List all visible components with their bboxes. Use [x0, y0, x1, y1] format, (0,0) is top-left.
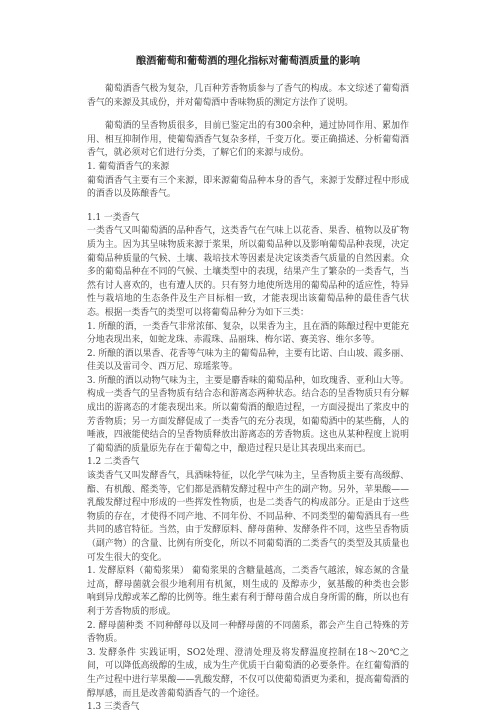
secondary-aroma-item-2: 2. 酵母菌种类 不同种酵母以及同一种酵母菌的不同菌系，都会产生自己特殊的芳香物质。: [87, 620, 409, 645]
primary-aroma-item-3: 3. 所酿的酒以动物气味为主，主要是麝香味的葡萄品种，如玫瑰香、亚利山大等。: [87, 375, 409, 386]
abstract-paragraph: 葡萄酒香气极为复杂，几百种芳香物质参与了香气的构成。本文综述了葡萄酒香气的来源及其成份，并对葡萄酒中香味物质的测定方法作了说明。: [87, 84, 409, 108]
primary-aroma-item-1: 1. 所酿的酒，一类香气非常浓郁、复杂，以果香为主，且在酒的陈酿过程中更能充分地表现出来，如蛇龙珠、赤霞珠、品丽珠、梅尔诺、赛美容、维尔多等。: [87, 321, 409, 346]
secondary-aroma-item-1: 1. 发酵原料（葡萄浆果） 葡萄浆果的含糖量越高，二类香气越浓，嫁态氮的含量过高，酵母菌就会很少地利用有机氮，则生成的 及醇赤少，氨基酸的种类也会影响到异戊醇或苯乙醇的比例等。维生素有利于酵母菌合成自身所需的酶，所以也有利于芳香物质的形成。: [87, 566, 409, 617]
primary-aroma-compounds-paragraph: 构成一类香气的呈香物质有结合态和游离态两种状态。结合态的呈香物质只有分解成出的游离态的才能表现出来。所以葡萄酒的酿造过程，一方面浸提出了浆皮中的芳香物质；另一方面发酵促成了一类香气的充分表现，如葡萄酒中的某些酶，人的唾液，四液能使结合的呈香物质释放出游离态的芳香物质。这也从某种程度上说明了葡萄酒的质量原先存在于葡萄之中，酿造过程只是让其表现出来而已。: [87, 389, 409, 454]
section-heading-1-2: 1.2 二类香气: [87, 457, 140, 468]
secondary-aroma-item-3: 3. 发酵条件 实践证明，SO2处理、澄清处理及将发酵温度控制在18～20℃之间，可以降低高级醇的生成，成为生产优质干白葡萄酒的必要条件。在红葡萄酒的生产过程中进行苹果酸——乳酸发酵，不仅可以使葡萄酒更为柔和，提高葡萄酒的醇厚感，而且是改善葡萄酒香气的一个途径。: [87, 647, 409, 699]
secondary-aroma-paragraph: 该类香气又叫发酵香气，具酒味特征，以化学气味为主，呈香物质主要有高级醇、酯、有机酸、醛类等，它们都是酒精发酵过程中产生的副产物。另外，苹果酸——乳酸发酵过程中形成的一些挥发性物质，也是二类香气的构成部分。正是由于这些物质的存在，才使得不同产地、不同年份、不同品种、不同类型的葡萄酒具有一些共同的感官特征。当然，由于发酵原料、酵母菌种、发酵条件不同，这些呈香物质（副产物）的含量、比例有所变化，所以不同葡萄酒的二类香气的类型及其质量也可发生很大的变化。: [87, 471, 409, 563]
primary-aroma-paragraph: 一类香气又叫葡萄酒的品种香气，这类香气在气味上以花香、果香、植物以及矿物质为主。因为其呈味物质来源于浆果，所以葡萄品种以及影响葡萄品种表现，决定葡萄品种质量的气候、土壤、栽培技术等因素是决定该类香气质量的自然因素。众多的葡萄品种在不同的气候、土壤类型中的表现，结果产生了繁杂的一类香气，当然有讨人喜欢的，也有遭人厌的。只有努力地使所选用的葡萄品种的适应性，特异性与栽培地的生态条件及生产目标相一致，才能表现出该葡萄品种的最佳香气状态。根据一类香气的类型可以将葡萄品种分为如下三类：: [87, 226, 409, 318]
section-heading-1-3: 1.3 三类香气: [87, 702, 140, 713]
section-heading-1: 1. 葡萄酒香气的来源: [87, 161, 170, 172]
primary-aroma-item-2: 2. 所酿的酒以果香、花香等气味为主的葡萄品种，主要有比诺、白山坡、霞多丽、佳美以及雷司令、西万尼、琼瑶浆等。: [87, 348, 409, 373]
intro-paragraph: 葡萄酒的呈香物质很多，目前已鉴定出的有300余种，通过协同作用、累加作用、相互抑制作用，使葡萄酒香气复杂多样，千变万化。要正确描述、分析葡萄酒香气，就必须对它们进行分类，了解它们的来源与成份。: [87, 121, 409, 159]
source-paragraph: 葡萄酒香气主要有三个来源，即来源葡萄品种本身的香气，来源于发酵过程中形成的酒香以及陈酿香气。: [87, 175, 409, 200]
section-heading-1-1: 1.1 一类香气: [87, 212, 140, 223]
document-title: 酿酒葡萄和葡萄酒的理化指标对葡萄酒质量的影响: [135, 55, 361, 67]
